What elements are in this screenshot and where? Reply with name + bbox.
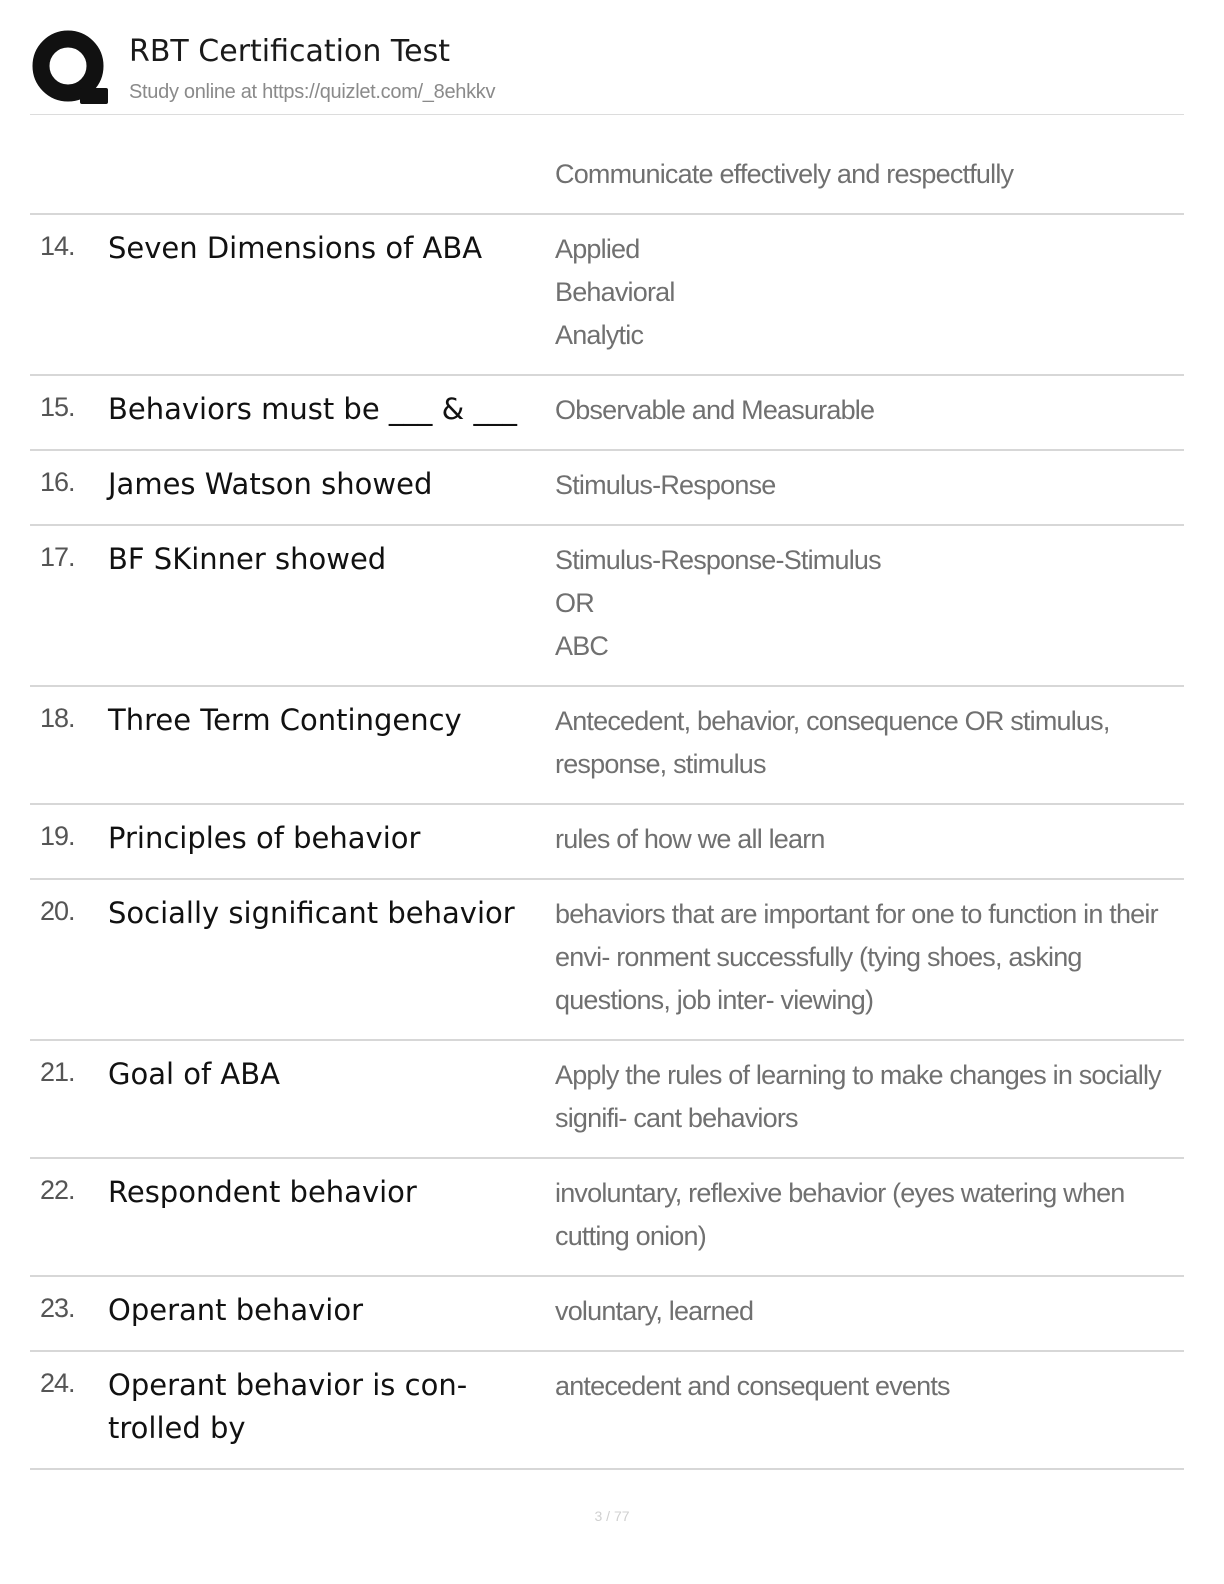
flashcard-number: 14. [40,231,75,261]
flashcard-definition: behaviors that are important for one to function in their envi- ronment successfully (tying shoes, asking questions, job inter- viewing) [555,899,1158,1015]
flashcard-definition: Antecedent, behavior, consequence OR stimulus, response, stimulus [555,706,1110,779]
flashcard-row [30,376,1184,451]
flashcard-definition: Applied Behavioral Analytic [555,234,675,350]
flashcard-number: 23. [40,1293,75,1323]
flashcard-term: Behaviors must be ___ & ___ [108,392,517,426]
flashcard-number: 19. [40,821,75,851]
flashcard-definition: rules of how we all learn [555,824,825,854]
flashcard-number: 18. [40,703,75,733]
flashcard-number: 16. [40,467,75,497]
flashcard-definition: Communicate effectively and respectfully [555,159,1014,189]
quizlet-q-logo-icon [30,28,110,108]
flashcard-row [30,880,1184,1041]
flashcard-list [30,115,1184,1470]
flashcard-row [30,451,1184,526]
flashcard-row [30,1159,1184,1277]
flashcard-definition: Stimulus-Response-Stimulus OR ABC [555,545,881,661]
flashcard-number: 24. [40,1368,75,1398]
flashcard-number: 22. [40,1175,75,1205]
flashcard-row-continued [30,115,1184,215]
page-number: 3 / 77 [594,1508,630,1524]
flashcard-term: Respondent behavior [108,1175,417,1209]
flashcard-term: Goal of ABA [108,1057,281,1091]
flashcard-row [30,1277,1184,1352]
study-online-link[interactable]: Study online at https://quizlet.com/_8ehkkv [129,81,496,103]
flashcard-term: Operant behavior [108,1293,364,1327]
page-header [30,26,1184,114]
flashcard-term: Principles of behavior [108,821,421,855]
flashcard-row [30,526,1184,687]
flashcard-term: Three Term Contingency [108,703,462,737]
flashcard-term: Socially significant behavior [108,896,515,930]
flashcard-number: 20. [40,896,75,926]
flashcard-term: BF SKinner showed [108,542,387,576]
flashcard-term: Operant behavior is con- trolled by [108,1368,468,1445]
flashcard-number: 15. [40,392,75,422]
flashcard-row [30,1041,1184,1159]
flashcard-definition: Stimulus-Response [555,470,776,500]
flashcard-definition: Observable and Measurable [555,395,875,425]
flashcard-term: James Watson showed [108,467,433,501]
flashcard-term: Seven Dimensions of ABA [108,231,483,265]
flashcard-definition: voluntary, learned [555,1296,754,1326]
flashcard-row [30,215,1184,376]
flashcard-definition: Apply the rules of learning to make changes in socially signifi- cant behaviors [555,1060,1161,1133]
flashcard-number: 17. [40,542,75,572]
flashcard-definition: antecedent and consequent events [555,1371,950,1401]
flashcard-definition: involuntary, reflexive behavior (eyes watering when cutting onion) [555,1178,1125,1251]
flashcard-number: 21. [40,1057,75,1087]
flashcard-row [30,805,1184,880]
document-title: RBT Certification Test [129,34,450,69]
flashcard-row [30,687,1184,805]
flashcard-row [30,1352,1184,1470]
